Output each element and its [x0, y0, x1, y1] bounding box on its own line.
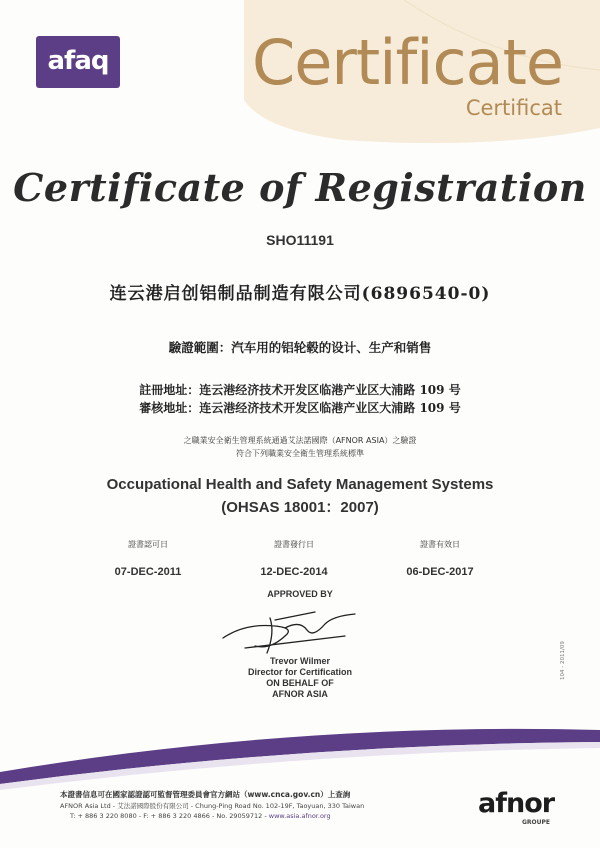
date-label: 證書發行日: [274, 540, 314, 549]
date-value: 07-DEC-2011: [114, 566, 182, 578]
certificate-number: SHO11191: [266, 232, 334, 248]
certificate-title: Certificate of Registration: [13, 165, 587, 210]
date-original-approval: [68, 539, 228, 578]
date-expiry: [360, 539, 520, 578]
standard-code: (OHSAS 18001：2007): [221, 499, 379, 516]
certificate-header-word: Certificate: [252, 26, 564, 99]
date-label: 證書有效日: [420, 540, 460, 549]
standard-name: Occupational Health and Safety Management Systems: [106, 476, 494, 493]
certification-note-line-1: 之職業安全衛生管理系統通過艾法諾國際（AFNOR ASIA）之驗證: [183, 436, 417, 445]
signer-organization: AFNOR ASIA: [272, 689, 328, 699]
afnor-logo: afnor: [478, 788, 555, 819]
date-value: 06-DEC-2017: [406, 566, 474, 578]
date-issue: [214, 539, 374, 578]
approved-by-label: APPROVED BY: [267, 589, 333, 599]
certification-scope: 驗證範圍：汽车用的铝轮毂的设计、生产和销售: [168, 340, 432, 355]
afaq-logo: afaq: [36, 36, 120, 88]
signature-image: [215, 598, 365, 660]
on-behalf-of: ON BEHALF OF: [266, 678, 334, 688]
afnor-groupe-label: GROUPE: [522, 819, 551, 826]
signer-name: Trevor Wilmer: [270, 656, 330, 666]
company-name: 连云港启创铝制品制造有限公司(6896540-0): [109, 284, 491, 304]
footer-phone: + 886 3 220 8080 - F: + 886 3 220 4866 - No. 29059712 -: [77, 812, 269, 820]
footer-website-link[interactable]: www.asia.afnor.org: [268, 812, 331, 820]
date-label: 證書認可日: [128, 540, 168, 549]
signer-block: [0, 656, 600, 700]
form-reference: 104 - 2011/09: [560, 641, 566, 680]
audit-address: 審核地址：连云港经济技术开发区临港产业区大浦路 109 号: [139, 401, 461, 415]
footer-contact: T: + 886 3 220 8080 - F: + 886 3 220 4866 - No. 29059712 - www.asia.afnor.org: [70, 812, 331, 820]
footer-address: AFNOR Asia Ltd - 艾法諾國際股份有限公司 - Chung-Ping Road No. 102-19F, Taoyuan, 330 Taiwan: [60, 802, 365, 810]
certificat-header-subword: Certificat: [465, 96, 562, 120]
footer-cnca-note: 本證書信息可在國家認證認可監督管理委員會官方網站（www.cnca.gov.cn）上查詢: [60, 790, 351, 799]
date-value: 12-DEC-2014: [260, 566, 328, 578]
certification-note-line-2: 符合下列職業安全衛生管理系統標準: [236, 449, 364, 458]
signer-position: Director for Certification: [247, 667, 352, 677]
registered-address: 註冊地址：连云港经济技术开发区临港产业区大浦路 109 号: [139, 383, 461, 397]
